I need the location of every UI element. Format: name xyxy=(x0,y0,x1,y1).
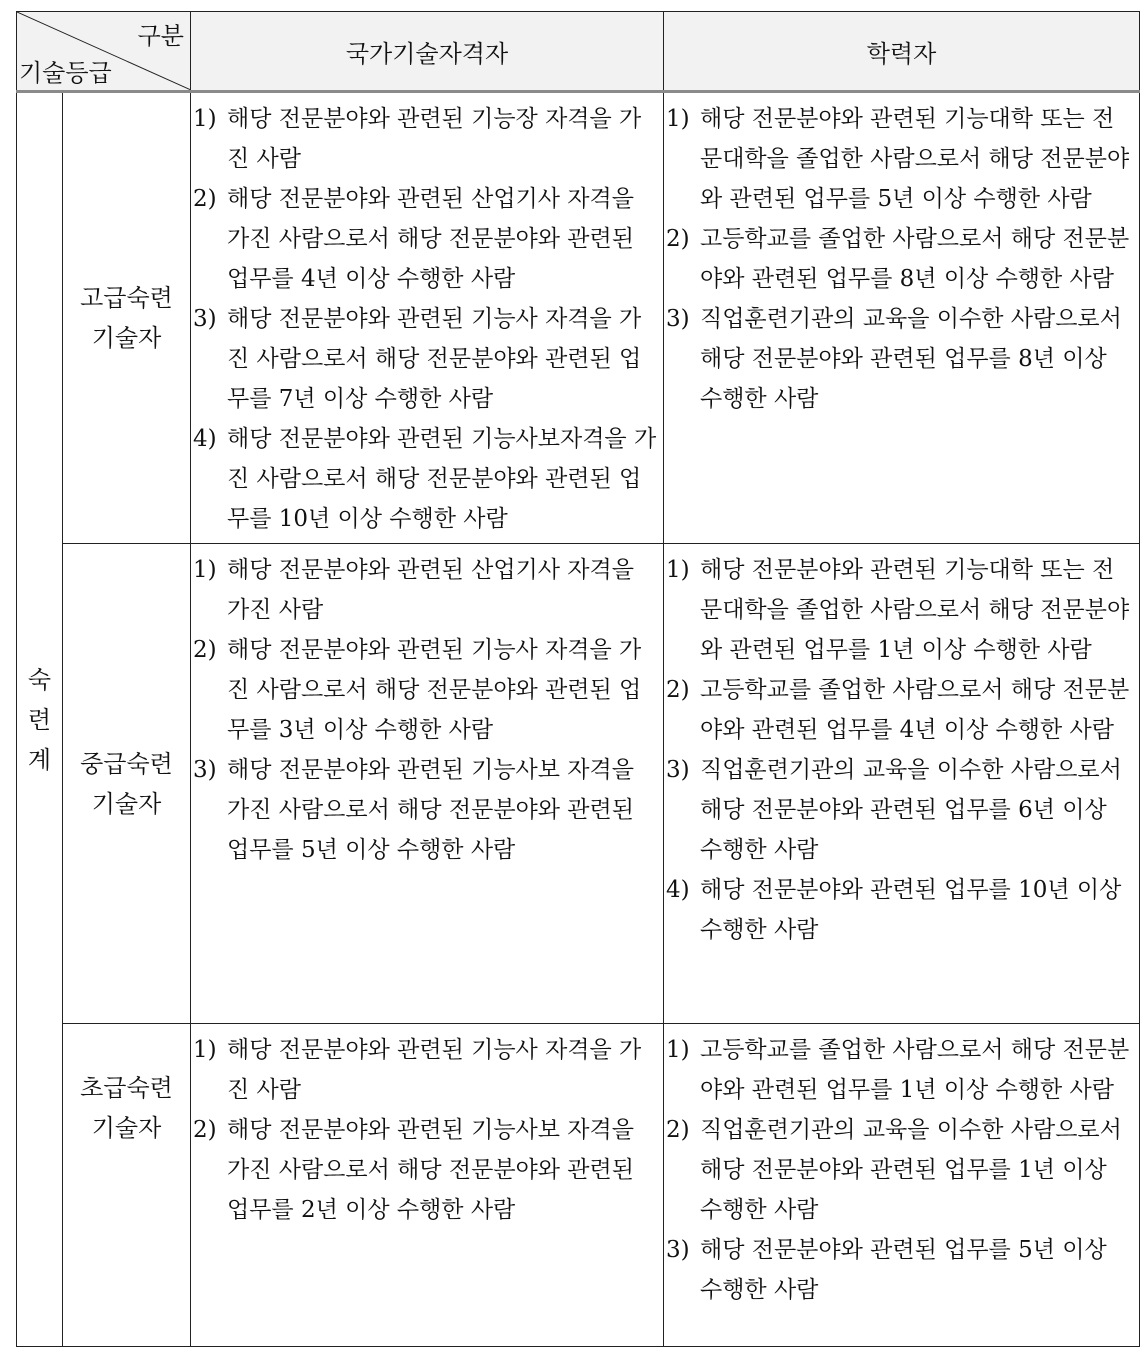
grade-label: 기술자 xyxy=(91,324,162,352)
grade-label: 기술자 xyxy=(91,1114,162,1142)
grade-label: 고급숙련 xyxy=(80,284,173,312)
list-item: 3) 해당 전문분야와 관련된 업무를 5년 이상 수행한 사람 xyxy=(666,1237,1107,1303)
grade-label: 초급숙련 xyxy=(80,1074,173,1102)
group-label-cell xyxy=(17,92,63,1347)
list-item: 1) 해당 전문분야와 관련된 기능대학 또는 전문대학을 졸업한 사람으로서 해당 전문분야와 관련된 업무를 5년 이상 수행한 사람 xyxy=(666,106,1130,212)
criteria-list xyxy=(191,93,663,543)
grade-cell xyxy=(63,1024,191,1347)
list-item: 2) 고등학교를 졸업한 사람으로서 해당 전문분야와 관련된 업무를 8년 이상 수행한 사람 xyxy=(666,226,1130,292)
list-item: 2) 해당 전문분야와 관련된 기능사보 자격을 가진 사람으로서 해당 전문분야와 관련된 업무를 2년 이상 수행한 사람 xyxy=(193,1117,634,1223)
list-item: 1) 고등학교를 졸업한 사람으로서 해당 전문분야와 관련된 업무를 1년 이상 수행한 사람 xyxy=(666,1037,1130,1103)
group-char: 숙 xyxy=(27,665,52,694)
national-criteria-cell xyxy=(191,92,664,544)
corner-label-category: 구분 xyxy=(137,22,184,50)
header-row xyxy=(17,12,1140,92)
academic-criteria-cell xyxy=(664,1024,1140,1347)
national-criteria-cell xyxy=(191,544,664,1024)
list-item: 4) 해당 전문분야와 관련된 기능사보자격을 가진 사람으로서 해당 전문분야와 관련된 업무를 10년 이상 수행한 사람 xyxy=(193,426,657,532)
criteria-list xyxy=(191,544,663,874)
list-item: 3) 직업훈련기관의 교육을 이수한 사람으로서 해당 전문분야와 관련된 업무를 6년 이상 수행한 사람 xyxy=(666,757,1122,863)
list-item: 3) 해당 전문분야와 관련된 기능사보 자격을 가진 사람으로서 해당 전문분야와 관련된 업무를 5년 이상 수행한 사람 xyxy=(193,757,634,863)
list-item: 1) 해당 전문분야와 관련된 기능사 자격을 가진 사람 xyxy=(193,1037,642,1103)
table-row xyxy=(17,544,1140,1024)
academic-criteria-cell xyxy=(664,544,1140,1024)
criteria-list xyxy=(191,1024,663,1234)
list-item: 2) 직업훈련기관의 교육을 이수한 사람으로서 해당 전문분야와 관련된 업무를 1년 이상 수행한 사람 xyxy=(666,1117,1122,1223)
column-header-academic: 학력자 xyxy=(664,12,1140,92)
list-item: 4) 해당 전문분야와 관련된 업무를 10년 이상 수행한 사람 xyxy=(666,877,1122,943)
skill-grade-table xyxy=(16,11,1140,1347)
criteria-list xyxy=(664,544,1139,954)
list-item: 1) 해당 전문분야와 관련된 산업기사 자격을 가진 사람 xyxy=(193,557,634,623)
table-row xyxy=(17,1024,1140,1347)
list-item: 2) 고등학교를 졸업한 사람으로서 해당 전문분야와 관련된 업무를 4년 이상 수행한 사람 xyxy=(666,677,1130,743)
grade-label: 기술자 xyxy=(91,789,162,818)
list-item: 2) 해당 전문분야와 관련된 기능사 자격을 가진 사람으로서 해당 전문분야와 관련된 업무를 3년 이상 수행한 사람 xyxy=(193,637,642,743)
table-row xyxy=(17,92,1140,544)
list-item: 2) 해당 전문분야와 관련된 산업기사 자격을 가진 사람으로서 해당 전문분야와 관련된 업무를 4년 이상 수행한 사람 xyxy=(193,186,634,292)
grade-cell xyxy=(63,92,191,544)
criteria-list xyxy=(664,93,1139,423)
criteria-list xyxy=(664,1024,1139,1314)
grade-label: 중급숙련 xyxy=(80,749,173,778)
group-char: 련 xyxy=(27,705,52,734)
list-item: 3) 해당 전문분야와 관련된 기능사 자격을 가진 사람으로서 해당 전문분야와 관련된 업무를 7년 이상 수행한 사람 xyxy=(193,306,642,412)
list-item: 1) 해당 전문분야와 관련된 기능장 자격을 가진 사람 xyxy=(193,106,642,172)
corner-label-grade: 기술등급 xyxy=(19,59,112,87)
grade-cell xyxy=(63,544,191,1024)
academic-criteria-cell xyxy=(664,92,1140,544)
national-criteria-cell xyxy=(191,1024,664,1347)
list-item: 1) 해당 전문분야와 관련된 기능대학 또는 전문대학을 졸업한 사람으로서 해당 전문분야와 관련된 업무를 1년 이상 수행한 사람 xyxy=(666,557,1130,663)
column-header-national: 국가기술자격자 xyxy=(191,12,664,92)
list-item: 3) 직업훈련기관의 교육을 이수한 사람으로서 해당 전문분야와 관련된 업무를 8년 이상 수행한 사람 xyxy=(666,306,1122,412)
group-char: 계 xyxy=(27,745,52,774)
corner-header-cell xyxy=(17,12,191,92)
